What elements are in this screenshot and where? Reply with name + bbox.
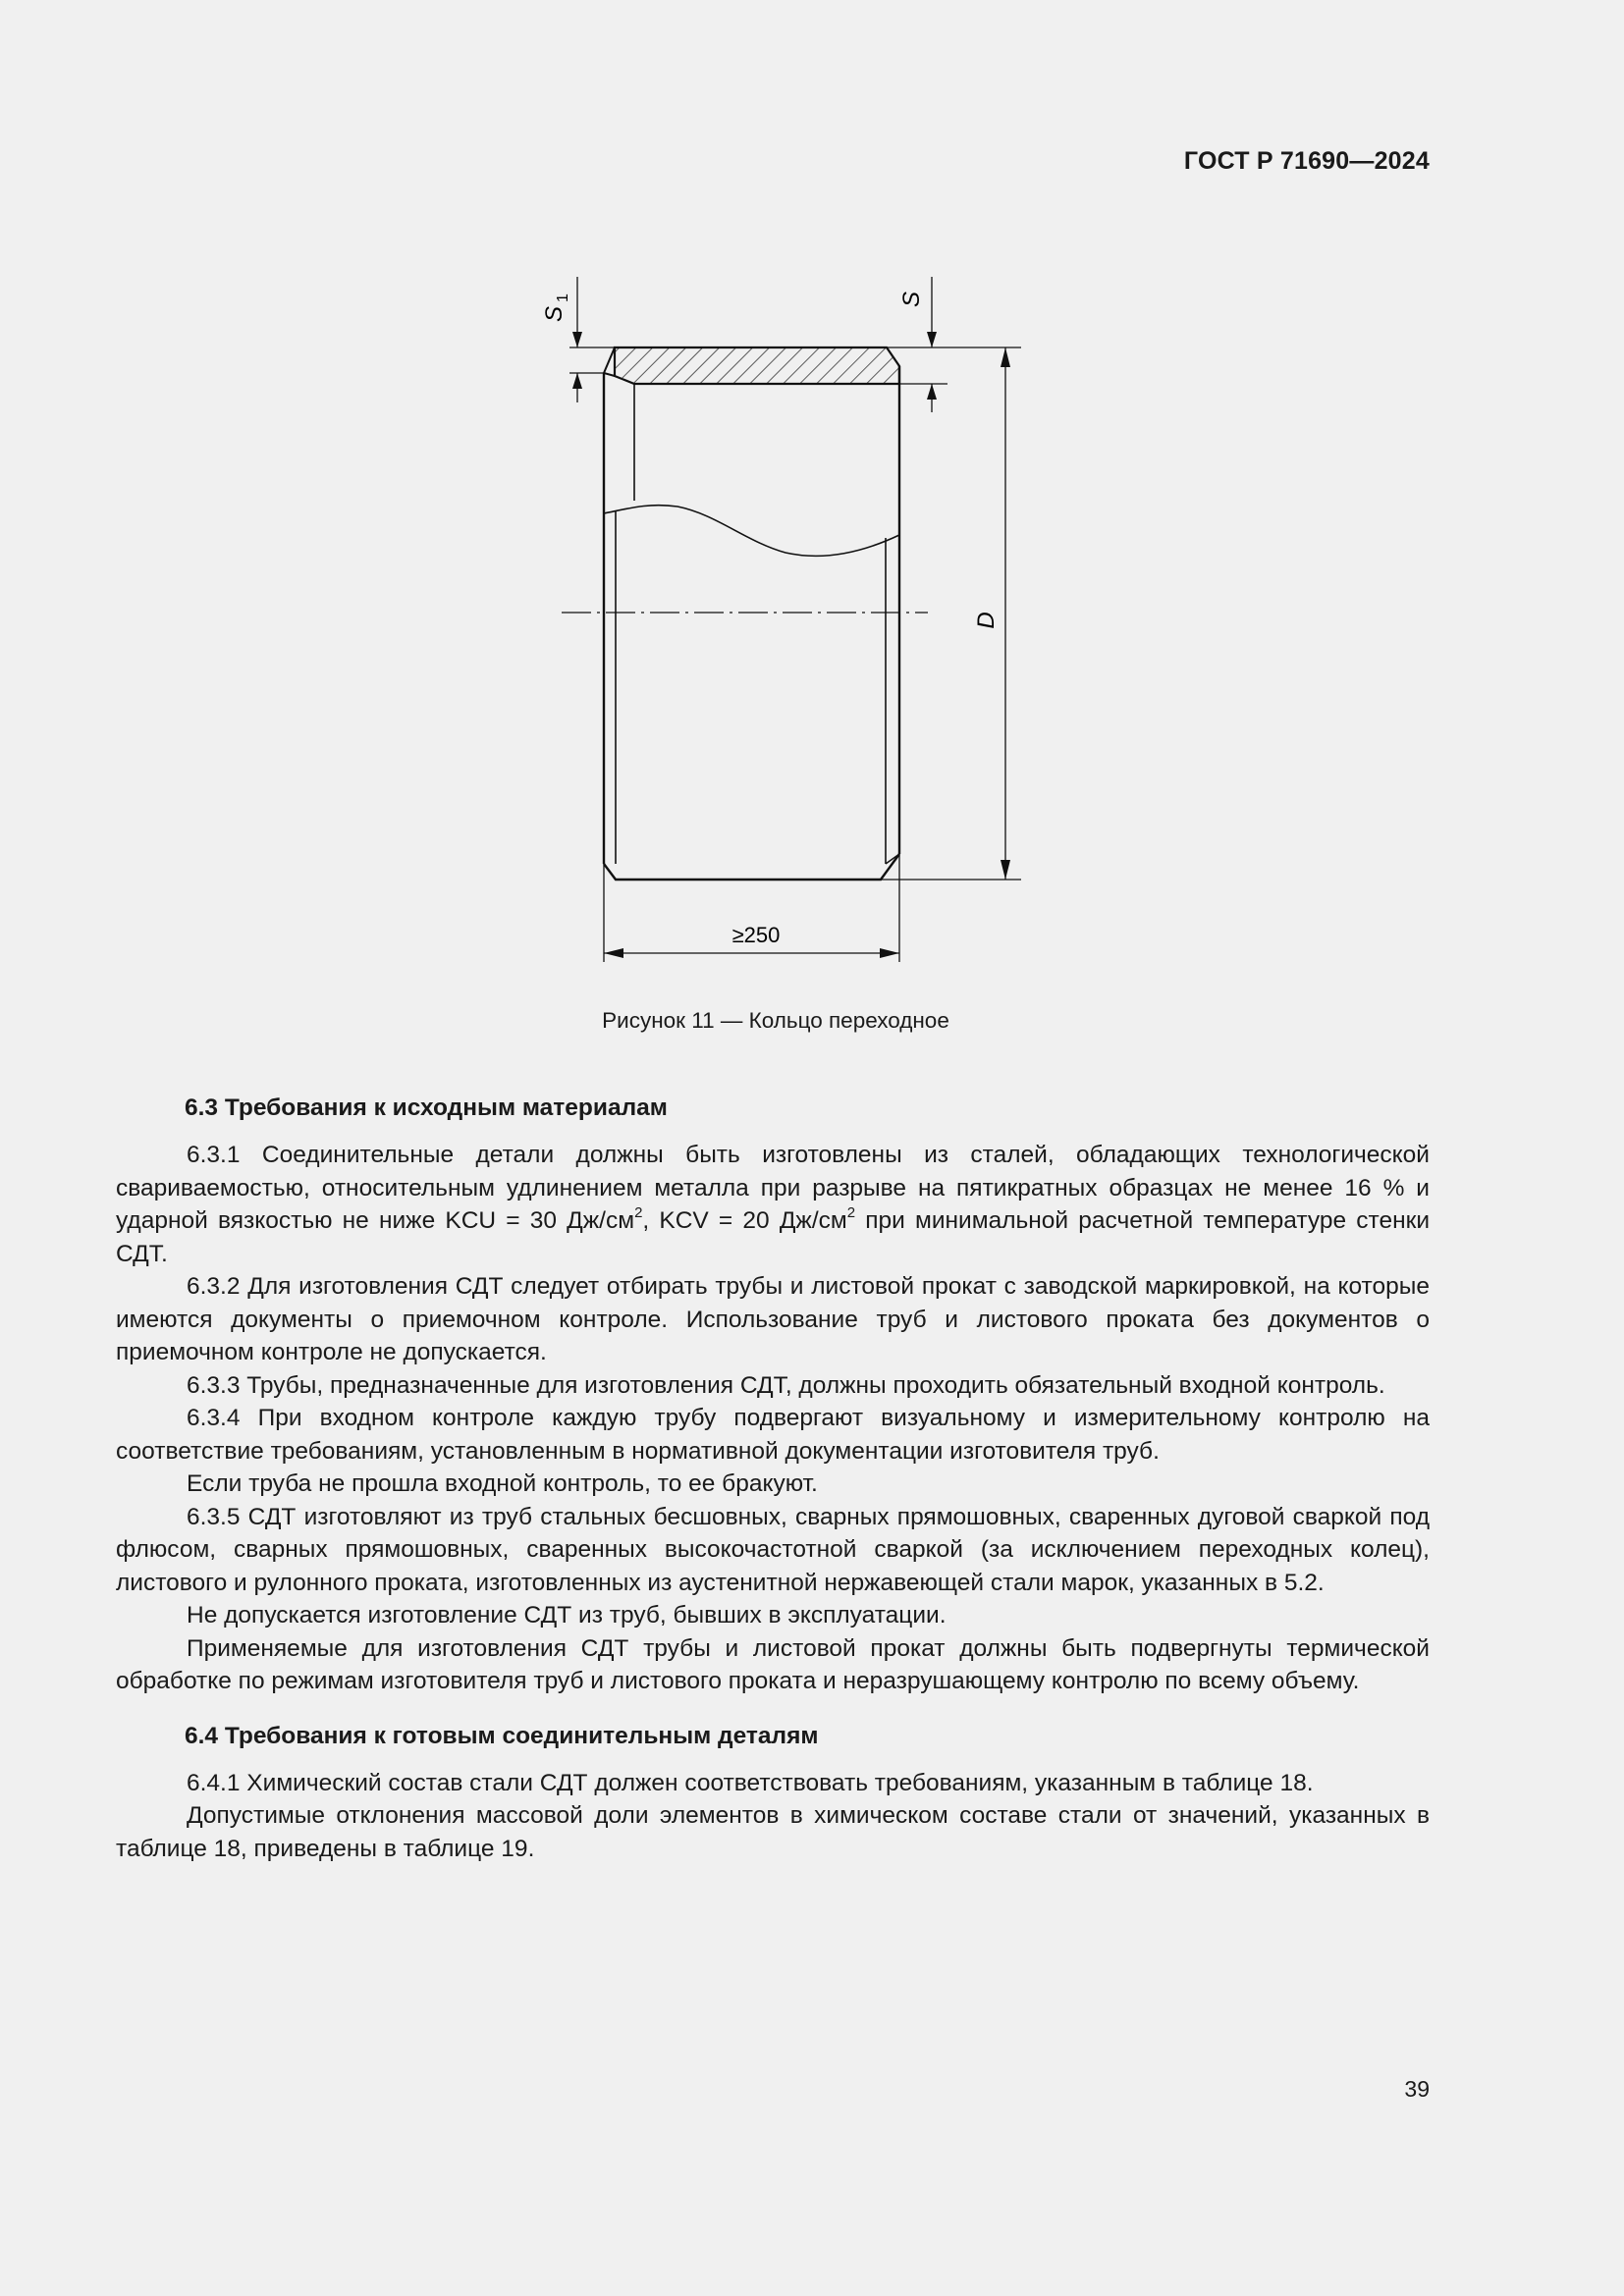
paragraph-6-3-2: 6.3.2 Для изготовления СДТ следует отбирать трубы и листовой прокат с заводской маркировкой, на которые имеются документы о приемочном контроле. Использование труб и листового проката без документов о приемочном контроле не допускается. bbox=[116, 1273, 1430, 1365]
paragraph: Не допускается изготовление СДТ из труб, бывших в эксплуатации. bbox=[187, 1602, 947, 1629]
s1-label: S bbox=[541, 305, 568, 323]
section-title: 6.3 Требования к исходным материалам bbox=[185, 1095, 668, 1121]
paragraph-6-3-1: 6.3.1 Соединительные детали должны быть изготовлены из сталей, обладающих технологической свариваемостью, относительным удлинением металла при разрыве на пятикратных образцах не менее 16 % и ударной вязкостью не ниже KCU = 30 $Дж/см^2$, KCV = 20 $Дж/см^2$ при минимальной расчетной температуре стенки СДТ. bbox=[116, 1142, 1431, 1267]
wall-section-hatch bbox=[615, 347, 899, 384]
paragraph: Применяемые для изготовления СДТ трубы и листовой прокат должны быть подвергнуты термической обработке по режимам изготовителя труб и листового проката и неразрушающему контролю по всему объему. bbox=[116, 1634, 1430, 1694]
page-number: 39 bbox=[1404, 2076, 1430, 2102]
document-body bbox=[116, 1092, 1430, 1865]
paragraph-6-4-1: 6.4.1 Химический состав стали СДТ должен соответствовать требованиям, указанным в таблице 18. bbox=[187, 1769, 1314, 1796]
s-label: S bbox=[898, 291, 925, 308]
transition-ring-drawing bbox=[530, 255, 1041, 982]
document-header: ГОСТ Р 71690—2024 bbox=[1183, 147, 1430, 175]
paragraph-6-3-4: 6.3.4 При входном контроле каждую трубу подвергают визуальному и измерительному контролю на соответствие требованиям, установленным в нормативной документации изготовителя труб. bbox=[116, 1405, 1430, 1465]
width-label: ≥250 bbox=[731, 923, 781, 947]
d-label: D bbox=[973, 612, 1000, 629]
paragraph-6-3-3: 6.3.3 Трубы, предназначенные для изготовления СДТ, должны проходить обязательный входной контроль. bbox=[187, 1371, 1385, 1399]
paragraph-6-3-5: 6.3.5 СДТ изготовляют из труб стальных бесшовных, сварных прямошовных, сваренных дуговой сваркой под флюсом, сварных прямошовных, сваренных высокочастотной сваркой (за исключением переходных колец), листового и рулонного проката, изготовленных из аустенитной нержавеющей стали марок, указанных в 5.2. bbox=[116, 1503, 1430, 1596]
paragraph: Допустимые отклонения массовой доли элементов в химическом составе стали от значений, указанных в таблице 18, приведены в таблице 19. bbox=[116, 1802, 1430, 1862]
s1-subscript: 1 bbox=[555, 294, 571, 302]
figure-caption: Рисунок 11 — Кольцо переходное bbox=[602, 1008, 949, 1033]
section-title: 6.4 Требования к готовым соединительным деталям bbox=[185, 1722, 819, 1749]
paragraph: Если труба не прошла входной контроль, то ее бракуют. bbox=[187, 1470, 818, 1497]
